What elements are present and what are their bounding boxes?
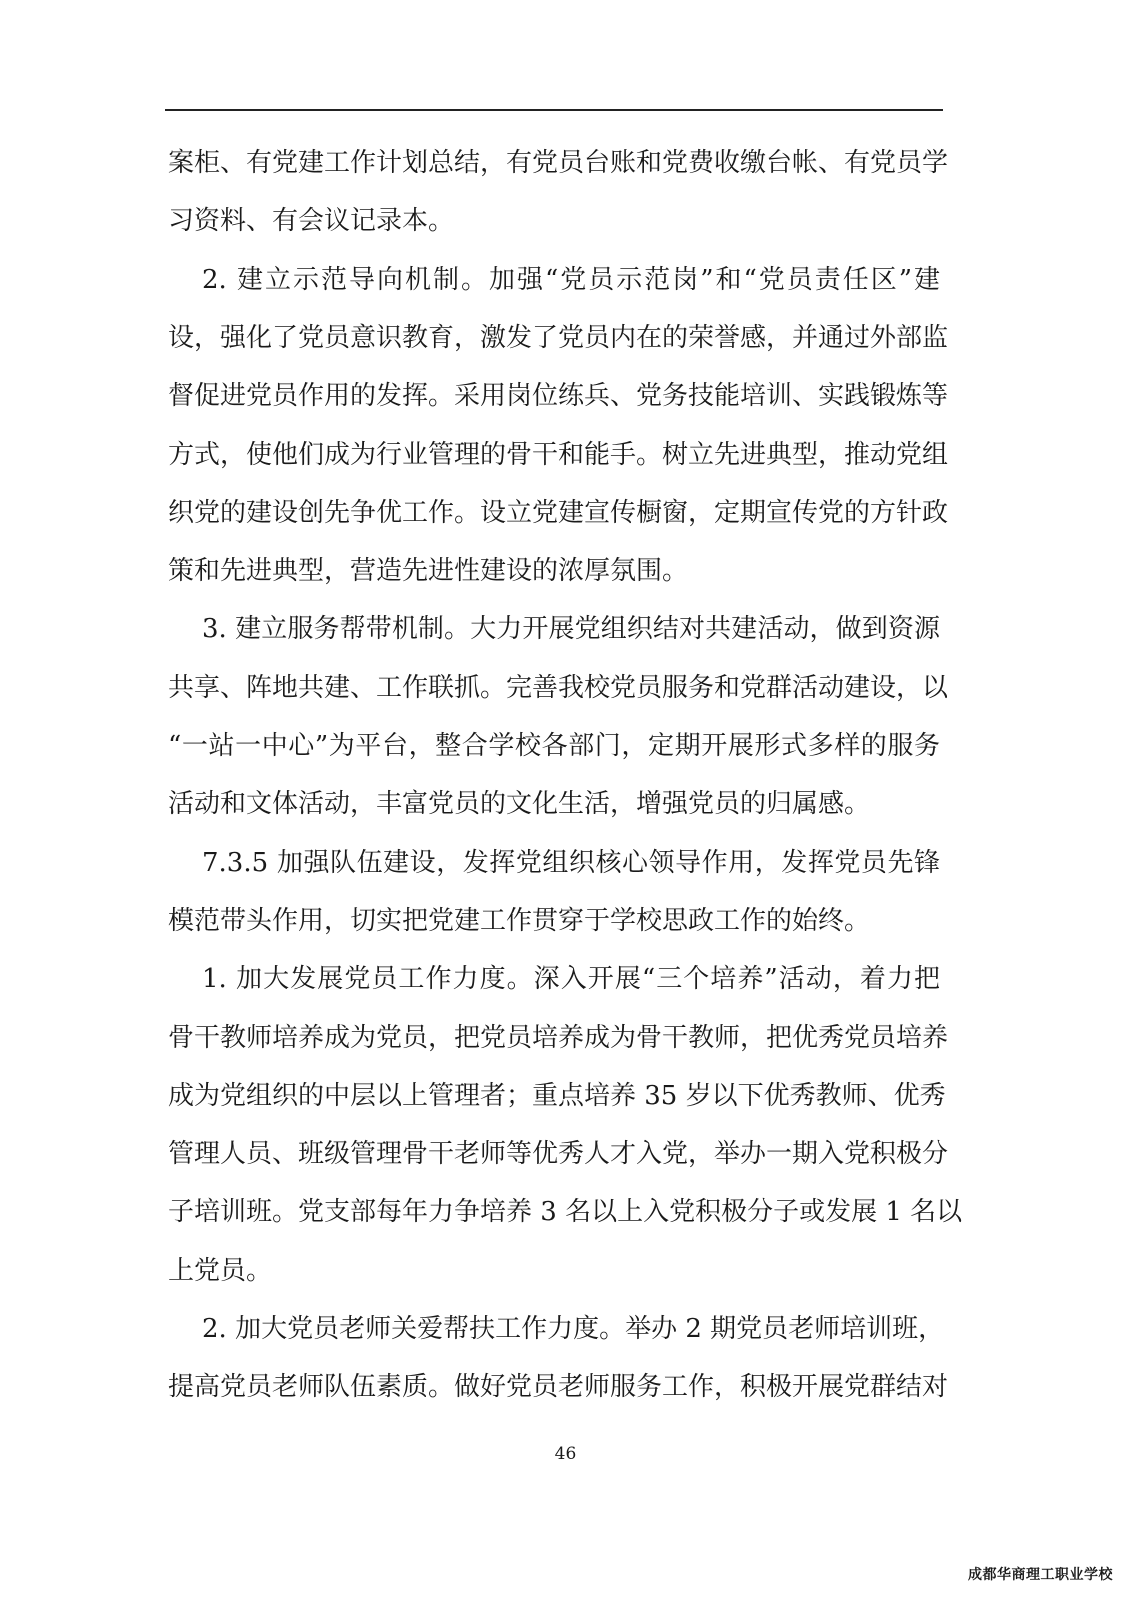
text-line: 模范带头作用，切实把党建工作贯穿于学校思政工作的始终。	[168, 905, 871, 936]
text-line: 活动和文体活动，丰富党员的文化生活，增强党员的归属感。	[168, 789, 871, 820]
text-line: 子培训班。党支部每年力争培养 3 名以上入党积极分子或发展 1 名以	[168, 1197, 963, 1228]
text-line: “一站一中心”为平台，整合学校各部门，定期开展形式多样的服务	[168, 731, 940, 761]
text-line: 督促进党员作用的发挥。采用岗位练兵、党务技能培训、实践锻炼等	[168, 381, 949, 412]
text-line: 成为党组织的中层以上管理者；重点培养 35 岁以下优秀教师、优秀	[168, 1080, 946, 1111]
text-line: 设，强化了党员意识教育，激发了党员内在的荣誉感，并通过外部监	[168, 322, 949, 353]
text-line: 方式，使他们成为行业管理的骨干和能手。树立先进典型，推动党组	[168, 439, 949, 470]
text-line: 骨干教师培养成为党员，把党员培养成为骨干教师，把优秀党员培养	[168, 1022, 949, 1053]
text-line: 上党员。	[168, 1255, 273, 1286]
text-line: 共享、阵地共建、工作联抓。完善我校党员服务和党群活动建设，以	[168, 672, 949, 703]
text-line: 提高党员老师队伍素质。做好党员老师服务工作，积极开展党群结对	[168, 1372, 949, 1403]
text-line: 管理人员、班级管理骨干老师等优秀人才入党，举办一期入党积极分	[168, 1139, 949, 1170]
text-line: 2. 建立示范导向机制。加强“党员示范岗”和“党员责任区”建	[202, 264, 940, 295]
text-line: 3. 建立服务帮带机制。大力开展党组织结对共建活动，做到资源	[202, 614, 940, 645]
page-number: 46	[554, 1444, 577, 1464]
text-line: 2. 加大党员老师关爱帮扶工作力度。举办 2 期党员老师培训班，	[202, 1314, 945, 1344]
header-rule	[165, 109, 943, 111]
text-line: 策和先进典型，营造先进性建设的浓厚氛围。	[168, 556, 689, 587]
text-line: 习资料、有会议记录本。	[168, 206, 455, 237]
text-line: 案柜、有党建工作计划总结，有党员台账和党费收缴台帐、有党员学	[168, 148, 949, 178]
footer-school-name: 成都华商理工职业学校	[968, 1567, 1113, 1583]
text-line: 7.3.5 加强队伍建设，发挥党组织核心领导作用，发挥党员先锋	[202, 847, 940, 878]
text-line: 1. 加大发展党员工作力度。深入开展“三个培养”活动，着力把	[202, 964, 940, 995]
text-line: 织党的建设创先争优工作。设立党建宣传橱窗，定期宣传党的方针政	[168, 497, 949, 528]
